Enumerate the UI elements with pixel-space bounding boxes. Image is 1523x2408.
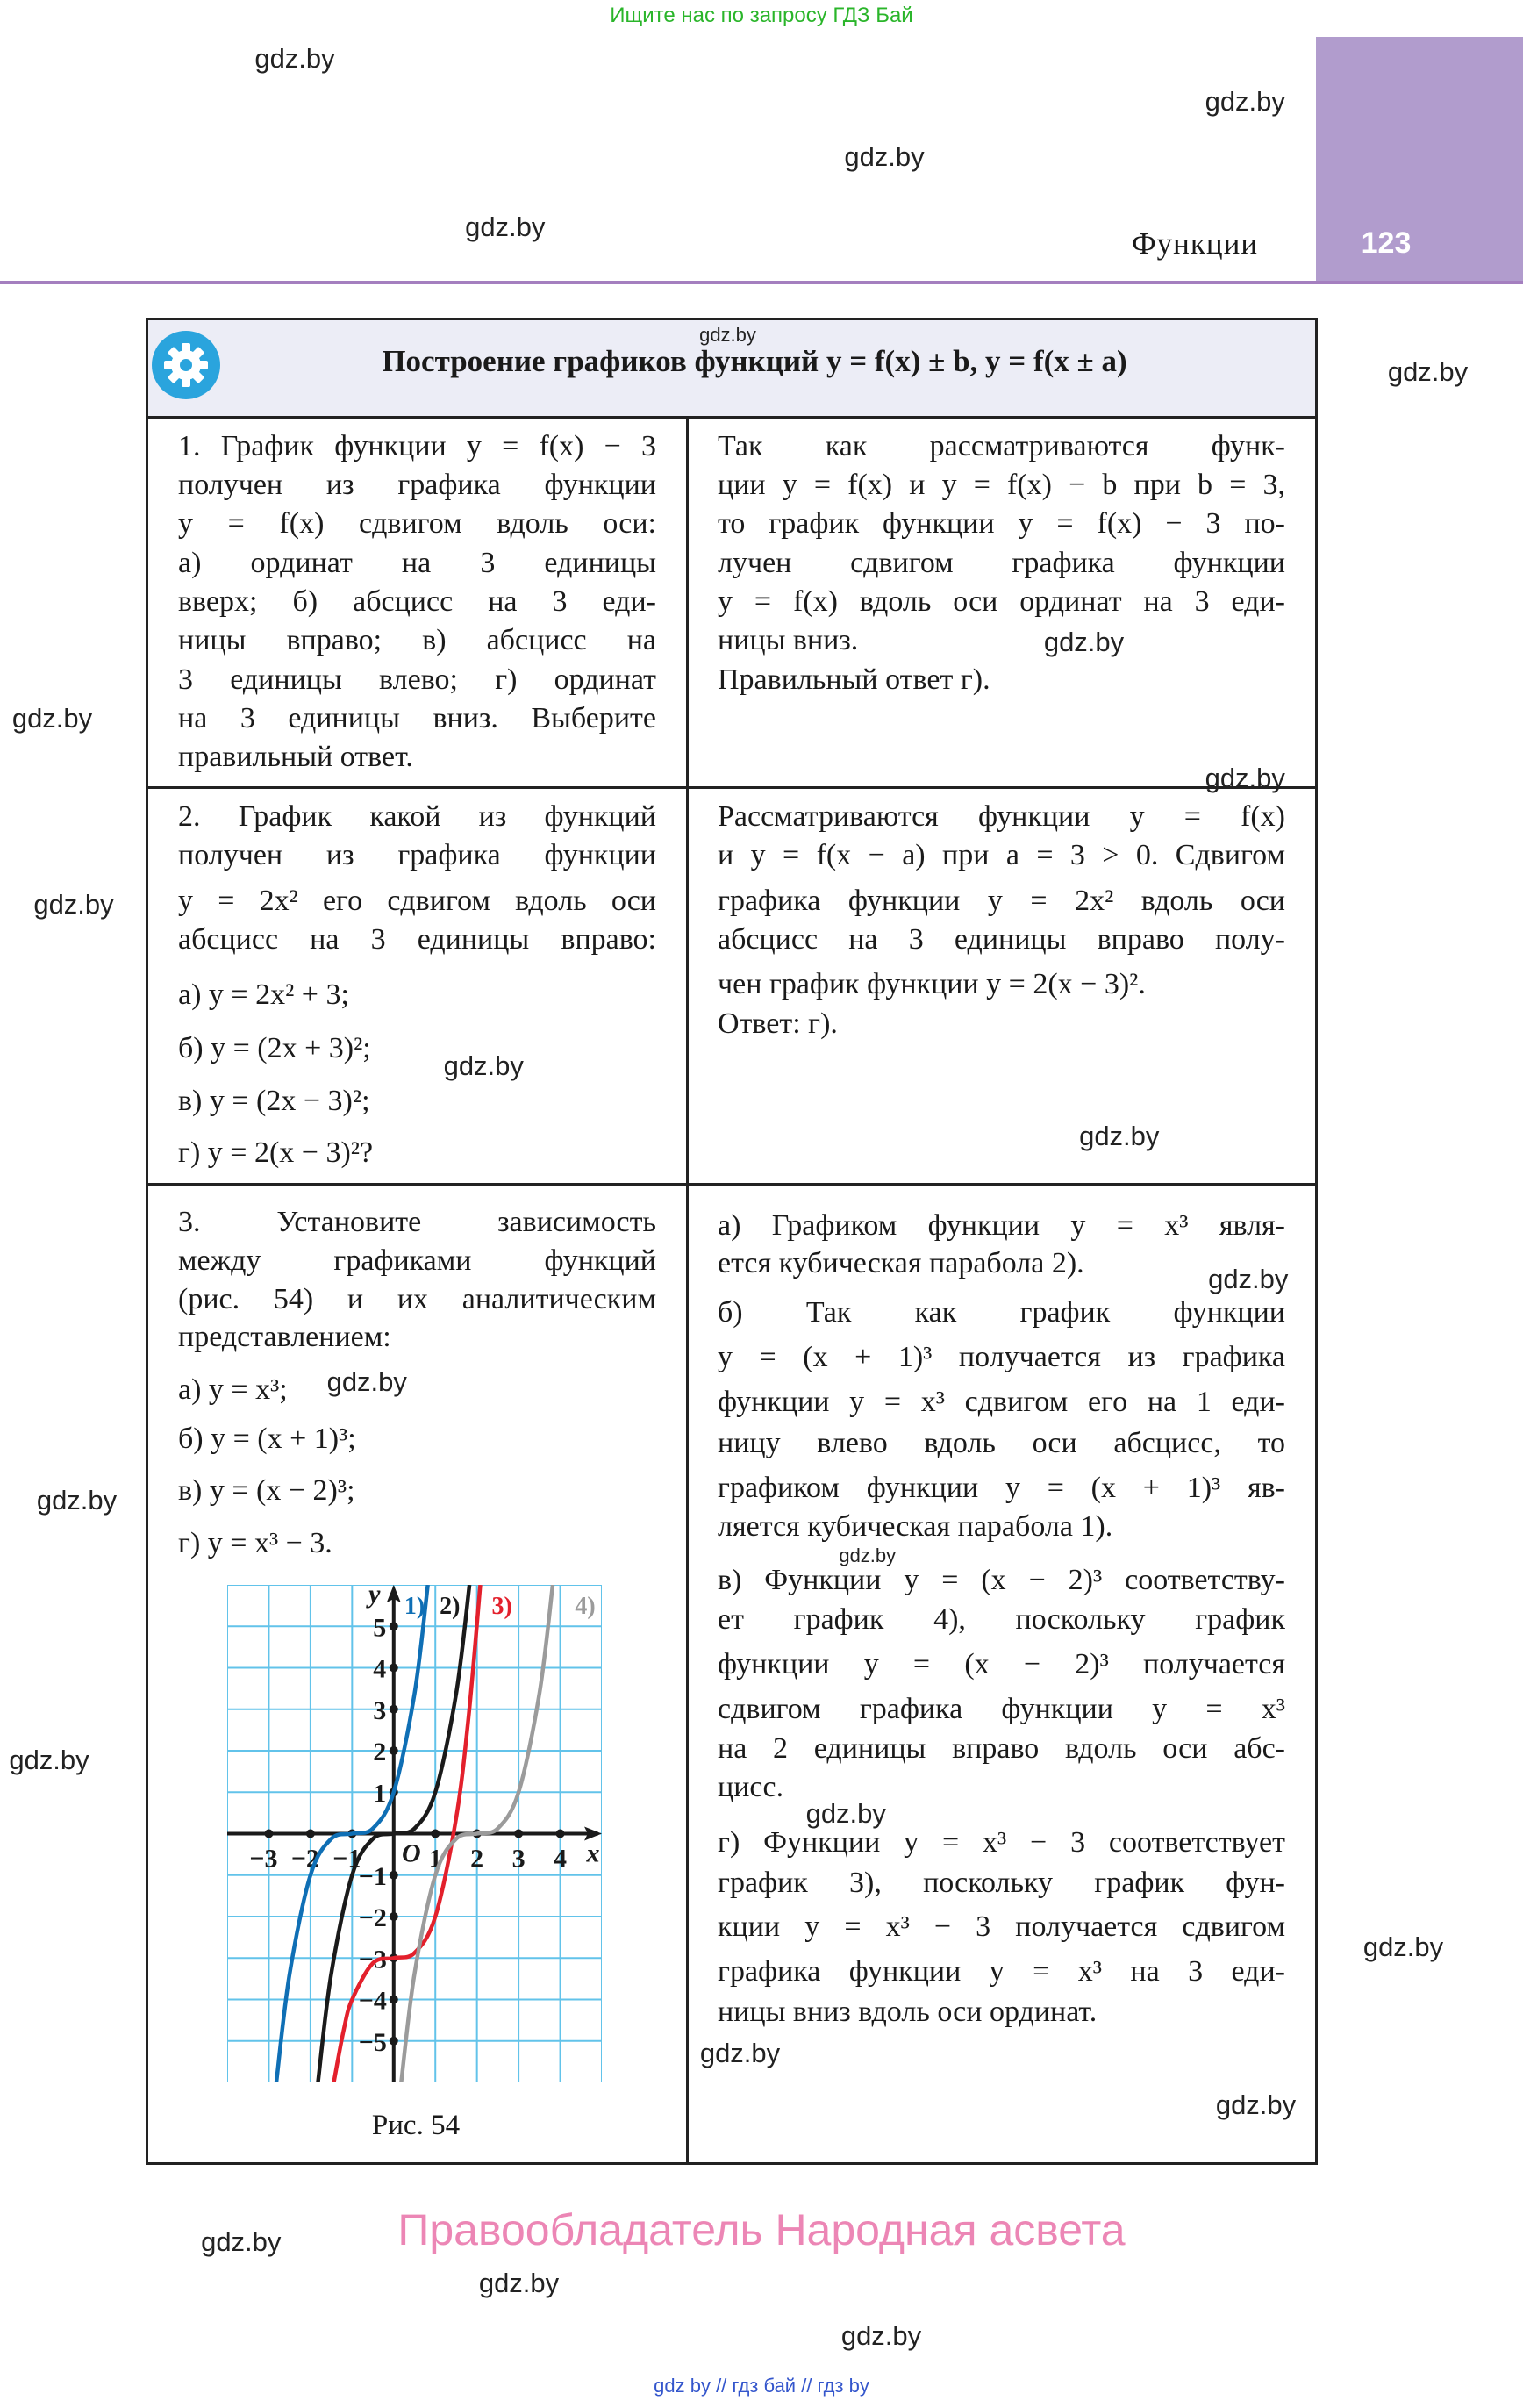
y-tick-label: −5	[358, 2027, 387, 2057]
question-line: (рис. 54) и их аналитическим	[178, 1282, 656, 1315]
watermark: gdz.by	[1043, 626, 1125, 657]
header-divider	[0, 281, 1523, 284]
figure-caption: Рис. 54	[371, 2110, 461, 2141]
question-line: правильный ответ.	[178, 740, 413, 773]
gear-icon	[151, 330, 221, 400]
y-tick-label: 1	[373, 1779, 387, 1809]
x-tick-label: 1	[428, 1844, 442, 1874]
y-tick-label: −2	[358, 1903, 387, 1932]
watermark: gdz.by	[11, 703, 93, 734]
answer-line: ции y = f(x) и y = f(x) − b при b = 3,	[718, 469, 1285, 501]
answer-line: чен график функции y = 2(x − 3)².	[718, 967, 1146, 1000]
y-tick-dot	[390, 1705, 398, 1714]
question-line: б) y = (2x + 3)²;	[178, 1032, 371, 1065]
row-divider	[148, 1183, 1315, 1186]
answer-line: ет график 4), поскольку график	[718, 1603, 1285, 1637]
watermark: gdz.by	[478, 2268, 560, 2299]
watermark: gdz.by	[1362, 1931, 1444, 1962]
answer-line: ницы вниз.	[718, 623, 859, 656]
series-label-2: 2)	[440, 1593, 461, 1621]
watermark: gdz.by	[805, 1797, 886, 1829]
watermark: gdz.by	[254, 42, 335, 74]
row-divider	[148, 786, 1315, 789]
answer-line: Так как рассматриваются функ-	[718, 430, 1285, 463]
x-tick-dot	[556, 1830, 565, 1838]
x-tick-dot	[264, 1830, 273, 1838]
answer-line: функции y = (x − 2)³ получается	[718, 1648, 1285, 1681]
question-line: г) y = x³ − 3.	[178, 1526, 332, 1559]
answer-line: ницы вниз вдоль оси ординат.	[718, 1995, 1098, 2028]
answer-line: ницу влево вдоль оси абсцисс, то	[718, 1427, 1285, 1459]
question-line: на 3 единицы вниз. Выберите	[178, 702, 656, 735]
answer-line: в) Функции y = (x − 2)³ соответству-	[718, 1563, 1285, 1596]
question-line: y = f(x) сдвигом вдоль оси:	[178, 506, 656, 540]
question-line: ницы вправо; в) абсцисс на	[178, 623, 656, 656]
question-line: получен из графика функции	[178, 469, 656, 501]
question-line: 3. Установите зависимость	[178, 1206, 656, 1238]
x-tick-label: 2	[470, 1844, 484, 1874]
question-line: в) y = (2x − 3)²;	[178, 1084, 370, 1117]
watermark: gdz.by	[1079, 1121, 1160, 1151]
x-axis-label: x	[586, 1838, 600, 1868]
box-title: Построение графиков функций y = f(x) ± b, y = f(x ± a)	[382, 344, 1127, 378]
answer-line: сдвигом графика функции y = x³	[718, 1692, 1285, 1725]
y-tick-dot	[390, 1622, 398, 1630]
y-tick-label: −1	[358, 1861, 387, 1891]
watermark: gdz.by	[839, 1544, 897, 1566]
answer-line: и y = f(x − a) при a = 3 > 0. Сдвигом	[718, 838, 1285, 871]
answer-line: лучен сдвигом графика функции	[718, 547, 1285, 580]
answer-line: ется кубическая парабола 2).	[718, 1247, 1084, 1280]
answer-line: y = (x + 1)³ получается из графика	[718, 1341, 1285, 1373]
answer-line: а) Графиком функции y = x³ явля-	[718, 1208, 1285, 1242]
question-line: получен из графика функции	[178, 838, 656, 871]
series-label-4: 4)	[575, 1593, 596, 1621]
watermark: gdz.by	[844, 140, 925, 172]
question-line: г) y = 2(x − 3)²?	[178, 1136, 374, 1170]
answer-line: цисс.	[718, 1771, 784, 1803]
answer-line: графиком функции y = (x + 1)³ яв-	[718, 1471, 1285, 1504]
x-tick-dot	[431, 1830, 440, 1838]
page-number: 123	[1361, 226, 1412, 260]
question-line: а) y = x³;	[178, 1372, 288, 1406]
answer-line: ляется кубическая парабола 1).	[718, 1509, 1113, 1543]
answer-line: то график функции y = f(x) − 3 по-	[718, 506, 1285, 540]
y-tick-dot	[390, 2037, 398, 2046]
y-tick-label: −4	[358, 1986, 387, 2016]
column-divider	[686, 416, 689, 2162]
answer-line: Рассматриваются функции y = f(x)	[718, 800, 1285, 833]
figure-54-chart	[227, 1585, 602, 2082]
answer-line: кции y = x³ − 3 получается сдвигом	[718, 1910, 1285, 1944]
watermark: gdz.by	[465, 211, 546, 242]
y-tick-label: −3	[358, 1945, 387, 1974]
answer-line: на 2 единицы вправо вдоль оси абс-	[718, 1732, 1285, 1766]
question-line: между графиками функций	[178, 1243, 656, 1277]
x-tick-dot	[306, 1830, 315, 1838]
watermark: gdz.by	[1205, 763, 1285, 794]
x-tick-label: −2	[290, 1844, 319, 1874]
answer-line: график 3), поскольку график фун-	[718, 1866, 1285, 1899]
question-line: в) y = (x − 2)³;	[178, 1474, 355, 1508]
question-line: б) y = (x + 1)³;	[178, 1422, 356, 1455]
question-line: 3 единицы влево; г) ординат	[178, 663, 656, 697]
answer-line: графика функции y = x³ на 3 еди-	[718, 1955, 1285, 1988]
watermark: gdz.by	[1205, 85, 1285, 117]
watermark: gdz.by	[699, 323, 756, 346]
y-tick-dot	[390, 1996, 398, 2004]
answer-line: б) Так как график функции	[718, 1296, 1285, 1329]
watermark: gdz.by	[326, 1366, 407, 1397]
question-line: y = 2x² его сдвигом вдоль оси	[178, 885, 656, 918]
y-tick-dot	[390, 1912, 398, 1921]
y-tick-dot	[390, 1746, 398, 1755]
watermark: gdz.by	[840, 2319, 922, 2351]
question-line: абсцисс на 3 единицы вправо:	[178, 923, 656, 956]
watermark: gdz.by	[1208, 1263, 1289, 1294]
copyright-footer: Правообладатель Народная асвета	[397, 2205, 1126, 2254]
y-tick-dot	[390, 1664, 398, 1673]
watermark: gdz.by	[1387, 355, 1469, 387]
watermark: gdz.by	[9, 1744, 89, 1775]
y-tick-dot	[390, 1871, 398, 1880]
question-line: 2. График какой из функций	[178, 800, 656, 833]
question-line: вверх; б) абсцисс на 3 еди-	[178, 585, 656, 618]
series-label-3: 3)	[491, 1593, 512, 1621]
watermark: gdz.by	[36, 1484, 118, 1516]
answer-line: графика функции y = 2x² вдоль оси	[718, 885, 1285, 918]
x-tick-label: 3	[511, 1844, 526, 1874]
answer-line: Правильный ответ г).	[718, 663, 990, 697]
series-label-1: 1)	[404, 1593, 425, 1621]
watermark: gdz.by	[699, 2037, 781, 2068]
answer-line: Ответ: г).	[718, 1007, 838, 1041]
y-tick-label: 5	[373, 1613, 387, 1643]
answer-line: y = f(x) вдоль оси ординат на 3 еди-	[718, 585, 1285, 618]
watermark: gdz.by	[443, 1050, 524, 1081]
y-axis-label: y	[368, 1585, 381, 1609]
section-title: Функции	[1132, 226, 1259, 261]
watermark: gdz.by	[201, 2226, 282, 2257]
x-tick-label: −1	[332, 1844, 361, 1874]
x-tick-label: 4	[554, 1844, 568, 1874]
watermark: gdz.by	[1215, 2089, 1297, 2121]
watermark: gdz.by	[33, 888, 114, 920]
y-tick-label: 3	[373, 1695, 387, 1725]
y-tick-label: 2	[373, 1738, 387, 1767]
question-line: представлением:	[178, 1321, 391, 1354]
footer-links[interactable]: gdz by // гдз бай // гдз by	[654, 2375, 869, 2397]
x-tick-dot	[514, 1830, 523, 1838]
answer-line: функции y = x³ сдвигом его на 1 еди-	[718, 1385, 1285, 1418]
question-line: а) y = 2x² + 3;	[178, 978, 349, 1011]
y-tick-label: 4	[373, 1654, 387, 1684]
origin-label: O	[401, 1838, 421, 1868]
x-tick-label: −3	[249, 1844, 278, 1874]
answer-line: абсцисс на 3 единицы вправо полу-	[718, 923, 1285, 956]
question-line: а) ординат на 3 единицы	[178, 547, 656, 580]
answer-line: г) Функции y = x³ − 3 соответствует	[718, 1826, 1285, 1859]
top-banner: Ищите нас по запросу ГДЗ Бай	[610, 4, 913, 27]
question-line: 1. График функции y = f(x) − 3	[178, 430, 656, 463]
